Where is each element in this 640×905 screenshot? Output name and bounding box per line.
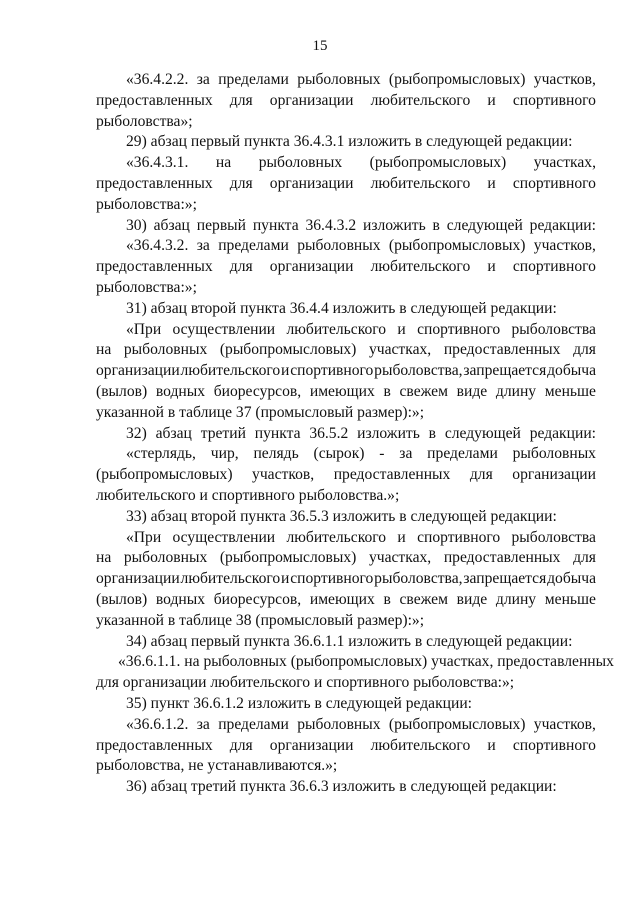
text-line: 31) абзац второй пункта 36.4.4 изложить в следующей редакции: [126, 299, 557, 317]
text-line [96, 382, 596, 403]
word: добыча [547, 362, 596, 380]
word: предоставленных [96, 736, 213, 754]
text-line: для организации любительского и спортивного рыболовства:»; [96, 674, 515, 692]
word: предоставленных [96, 174, 213, 192]
word: участков, [533, 71, 596, 88]
word: (рыбопромысловых) [219, 549, 357, 567]
word: в [432, 216, 440, 234]
word: участков, [252, 466, 315, 484]
word: (рыбопромысловых) [96, 466, 233, 484]
text-line: рыболовства, не устанавливаются.»; [96, 757, 338, 775]
word: чир, [210, 445, 239, 463]
word: пределами [218, 71, 289, 88]
word: изложить [357, 424, 420, 442]
word: меньше [544, 590, 596, 608]
text-line [96, 174, 596, 195]
text-line [96, 153, 596, 174]
text-line: указанной в таблице 37 (промысловый размер):»; [96, 403, 425, 421]
word: 30) [126, 216, 147, 234]
word: изложить [362, 216, 426, 234]
text-line: рыболовства»; [96, 112, 193, 130]
word: организации [96, 362, 180, 380]
word: любительского [370, 91, 471, 109]
word: виде [456, 382, 488, 400]
word: биоресурсов, [213, 382, 302, 400]
document-body [96, 70, 614, 798]
word: (вылов) [96, 382, 148, 400]
text-line [96, 361, 596, 382]
word: длину [495, 590, 537, 608]
word: в [383, 382, 391, 400]
word: и [397, 528, 406, 546]
word: пределами [218, 237, 289, 255]
word: (рыбопромысловых) [388, 237, 526, 255]
text-line [96, 569, 596, 590]
text-line: указанной в таблице 38 (промысловый размер):»; [96, 611, 425, 629]
word: «При [126, 528, 162, 546]
word: рыболовства [511, 320, 596, 338]
word: предоставленных [333, 466, 451, 484]
word: спортивного [417, 320, 501, 338]
word: «36.6.1.2. [126, 715, 189, 733]
word: абзац [153, 216, 190, 234]
text-line [96, 715, 596, 736]
word: свежем [399, 590, 448, 608]
word: «36.4.3.1. [126, 154, 189, 172]
text-line: 34) абзац первый пункта 36.6.1.1 изложить в следующей редакции: [126, 632, 573, 650]
word: «стерлядь, [126, 445, 196, 463]
text-line [96, 548, 596, 569]
word: (рыбопромысловых) [388, 715, 526, 733]
text-line [96, 91, 596, 112]
word: меньше [544, 382, 596, 400]
word: рыболовных [297, 237, 381, 255]
word: свежем [399, 382, 448, 400]
word: участков, [533, 237, 596, 255]
word: рыболовства [511, 528, 596, 546]
word: осуществлении [172, 528, 276, 546]
word: спортивного [290, 570, 374, 588]
word: спортивного [512, 174, 596, 192]
text-line: рыболовства:»; [96, 278, 197, 296]
word: спортивного [512, 91, 596, 109]
text-line [96, 590, 596, 611]
word: предоставленных [96, 91, 213, 109]
text-line [96, 444, 596, 465]
word: любительского [370, 258, 471, 276]
text-line [96, 216, 596, 237]
word: для [469, 466, 493, 484]
word: за [399, 445, 413, 463]
word: следующей [446, 216, 523, 234]
word: любительского [180, 570, 281, 588]
word: для [229, 174, 253, 192]
word: любительского [370, 174, 471, 192]
word: (рыбопромысловых) [219, 341, 357, 359]
text-line: любительского и спортивного рыболовства.»; [96, 486, 400, 504]
word: организации [269, 258, 354, 276]
word: «При [126, 320, 162, 338]
word: следующей [444, 424, 521, 442]
word: участках, [533, 154, 596, 172]
text-line [96, 70, 596, 91]
word: и [281, 362, 290, 380]
word: предоставленных [443, 341, 561, 359]
word: предоставленных [96, 258, 213, 276]
text-line: 33) абзац второй пункта 36.5.3 изложить в следующей редакции: [126, 507, 557, 525]
word: виде [456, 590, 488, 608]
word: и [487, 91, 496, 109]
word: «36.4.3.2. [126, 237, 189, 255]
text-line [96, 528, 596, 549]
word: и [487, 736, 496, 754]
word: осуществлении [172, 320, 276, 338]
word: на [96, 549, 112, 567]
word: участков, [533, 715, 596, 733]
word: водных [155, 590, 206, 608]
word: (вылов) [96, 590, 148, 608]
word: добыча [547, 570, 596, 588]
word: рыболовных [123, 341, 208, 359]
text-line [96, 236, 596, 257]
word: первый [196, 216, 246, 234]
word: спортивного [417, 528, 501, 546]
word: любительского [370, 736, 471, 754]
page-number: 15 [312, 38, 328, 54]
text-line [96, 736, 596, 757]
word: на [96, 341, 112, 359]
text-line [96, 257, 596, 278]
text-line: 36) абзац третий пункта 36.6.3 изложить в следующей редакции: [126, 778, 557, 796]
word: имеющих [309, 382, 375, 400]
text-line [96, 465, 596, 486]
word: рыболовства, [374, 570, 463, 588]
word: спортивного [512, 258, 596, 276]
word: любительского [286, 320, 387, 338]
word: (рыбопромысловых) [369, 154, 507, 172]
word: биоресурсов, [213, 590, 302, 608]
word: спортивного [512, 736, 596, 754]
word: водных [155, 382, 206, 400]
word: за [196, 237, 210, 255]
word: запрещается [463, 570, 547, 588]
word: организации [512, 466, 596, 484]
word: и [487, 258, 496, 276]
word: запрещается [463, 362, 547, 380]
word: пелядь [253, 445, 299, 463]
word: абзац [155, 424, 192, 442]
word: организации [96, 570, 180, 588]
word: пределами [427, 445, 498, 463]
word: участках, [368, 549, 432, 567]
word: 32) [126, 424, 147, 442]
word: на [215, 154, 232, 172]
word: любительского [286, 528, 387, 546]
word: третий [200, 424, 246, 442]
word: рыболовных [512, 445, 596, 463]
word: за [196, 715, 210, 733]
word: предоставленных [443, 549, 561, 567]
word: пункта [254, 424, 301, 442]
word: участках, [368, 341, 432, 359]
word: 36.5.2 [309, 424, 349, 442]
text-line [96, 340, 596, 361]
word: «36.4.2.2. [126, 71, 189, 88]
word: рыболовных [123, 549, 208, 567]
word: любительского [180, 362, 281, 380]
word: организации [269, 736, 354, 754]
word: за [196, 71, 210, 88]
text-line: рыболовства:»; [96, 195, 197, 213]
word: в [428, 424, 437, 442]
word: рыболовства, [374, 362, 463, 380]
word: и [281, 570, 290, 588]
text-line: «36.6.1.1. на рыболовных (рыбопромысловых) участках, предоставленных [118, 653, 614, 671]
word: и [487, 174, 496, 192]
word: (рыбопромысловых) [388, 71, 526, 88]
text-line: 35) пункт 36.6.1.2 изложить в следующей редакции: [126, 694, 473, 712]
text-line: 29) абзац первый пункта 36.4.3.1 изложить в следующей редакции: [126, 133, 573, 151]
word: пункта [252, 216, 299, 234]
word: для [229, 91, 253, 109]
word: в [383, 590, 391, 608]
word: организации [269, 91, 354, 109]
word: (сырок) [313, 445, 365, 463]
word: спортивного [290, 362, 374, 380]
word: редакции: [529, 216, 596, 234]
word: для [229, 258, 253, 276]
text-line [96, 320, 596, 341]
word: пределами [218, 715, 289, 733]
word: для [573, 549, 596, 567]
word: для [573, 341, 596, 359]
word: рыболовных [297, 71, 381, 88]
word: редакции: [529, 424, 596, 442]
word: для [229, 736, 253, 754]
word: и [397, 320, 406, 338]
word: рыболовных [297, 715, 381, 733]
word: организации [269, 174, 354, 192]
word: длину [495, 382, 537, 400]
word: рыболовных [258, 154, 343, 172]
word: 36.4.3.2 [305, 216, 357, 234]
word: имеющих [309, 590, 375, 608]
word: - [379, 445, 385, 463]
text-line [96, 424, 596, 445]
